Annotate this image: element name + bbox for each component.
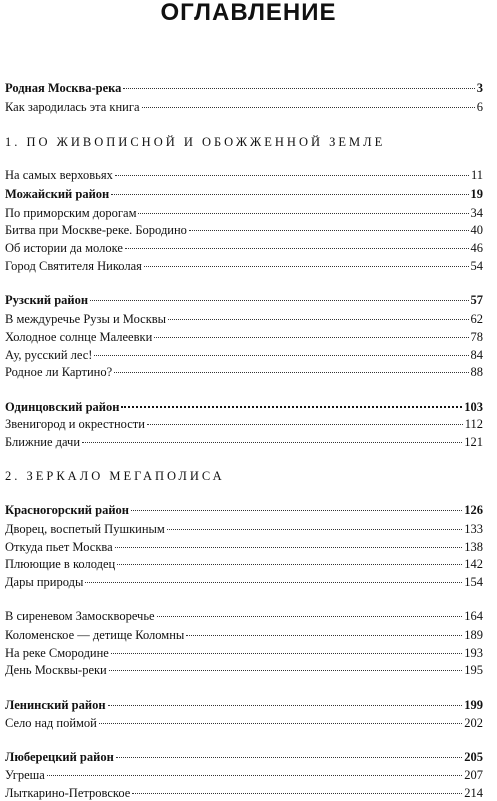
toc-entry-page-number: 154	[464, 575, 483, 589]
toc-entry	[5, 364, 483, 380]
dot-leader	[85, 582, 462, 583]
toc-entry-title: В сиреневом Замоскворечье	[5, 609, 155, 623]
toc-entry	[5, 167, 483, 183]
dot-leader	[108, 705, 463, 706]
dot-leader	[82, 442, 462, 443]
dot-leader	[132, 793, 462, 794]
dot-leader	[138, 213, 468, 214]
dot-leader	[131, 510, 462, 511]
toc-entry	[5, 292, 483, 308]
toc-entry-page-number: 202	[464, 716, 483, 730]
toc-entry-title: Родная Москва-река	[5, 81, 122, 95]
section-heading: 1. ПО ЖИВОПИСНОЙ И ОБОЖЖЕННОЙ ЗЕМЛЕ	[5, 135, 386, 149]
toc-entry	[5, 767, 483, 783]
toc-entry-page-number: 207	[464, 768, 483, 782]
toc-entry-title: Лыткарино-Петровское	[5, 786, 131, 800]
dot-leader	[115, 547, 463, 548]
toc-entry	[5, 749, 483, 765]
toc-entry	[5, 205, 483, 221]
toc-entry-title: Рузский район	[5, 293, 89, 307]
toc-entry-page-number: 133	[464, 522, 483, 536]
toc-entry-title: Ленинский район	[5, 698, 106, 712]
toc-entry	[5, 608, 483, 624]
dot-leader	[186, 635, 462, 636]
toc-entry-page-number: 164	[464, 609, 483, 623]
toc-entry-page-number: 205	[464, 750, 483, 764]
dot-leader	[111, 653, 462, 654]
toc-entry-title: Дары природы	[5, 575, 84, 589]
dot-leader	[121, 406, 462, 408]
toc-entry	[5, 556, 483, 572]
toc-entry-page-number: 103	[464, 400, 483, 414]
toc-entry	[5, 521, 483, 537]
toc-entry-page-number: 40	[470, 223, 483, 237]
toc-entry-page-number: 112	[464, 417, 483, 431]
toc-entry-title: Битва при Москве-реке. Бородино	[5, 223, 187, 237]
toc-entry-title: Село над поймой	[5, 716, 97, 730]
toc-entry	[5, 539, 483, 555]
toc-entry-title: Город Святителя Николая	[5, 259, 142, 273]
toc-entry	[5, 258, 483, 274]
toc-entry	[5, 399, 483, 415]
dot-leader	[90, 300, 468, 301]
toc-entry-page-number: 11	[470, 168, 483, 182]
toc-entry-page-number: 88	[470, 365, 483, 379]
toc-entry	[5, 662, 483, 678]
dot-leader	[47, 775, 462, 776]
toc-entry-title: День Москвы-реки	[5, 663, 107, 677]
toc-entry	[5, 502, 483, 518]
toc-entry	[5, 347, 483, 363]
toc-entry-title: На реке Смородине	[5, 646, 109, 660]
toc-entry-title: Холодное солнце Малеевки	[5, 330, 153, 344]
toc-entry-title: Люберецкий район	[5, 750, 114, 764]
toc-entry-page-number: 6	[476, 100, 483, 114]
toc-entry	[5, 697, 483, 713]
toc-entry-page-number: 46	[470, 241, 483, 255]
toc-entry-page-number: 126	[464, 503, 483, 517]
toc-entry-title: На самых верховьях	[5, 168, 113, 182]
toc-entry-title: Дворец, воспетый Пушкиным	[5, 522, 165, 536]
toc-entry-page-number: 199	[464, 698, 483, 712]
toc-entry-title: По приморским дорогам	[5, 206, 137, 220]
toc-entry	[5, 311, 483, 327]
toc-entry-page-number: 193	[464, 646, 483, 660]
toc-entry-page-number: 78	[470, 330, 483, 344]
toc-entry-title: Коломенское — детище Коломны	[5, 628, 185, 642]
toc-entry-page-number: 34	[470, 206, 483, 220]
toc-entry-page-number: 138	[464, 540, 483, 554]
dot-leader	[189, 230, 469, 231]
toc-entry	[5, 785, 483, 801]
toc-entry-title: Родное ли Картино?	[5, 365, 113, 379]
page-title: ОГЛАВЛЕНИЕ	[160, 0, 337, 26]
dot-leader	[109, 670, 462, 671]
toc-entry-title: В междуречье Рузы и Москвы	[5, 312, 167, 326]
toc-entry-page-number: 142	[464, 557, 483, 571]
section-heading: 2. ЗЕРКАЛО МЕГАПОЛИСА	[5, 469, 225, 483]
toc-entry-title: Звенигород и окрестности	[5, 417, 145, 431]
toc-entry-title: Откуда пьет Москва	[5, 540, 113, 554]
toc-entry	[5, 627, 483, 643]
dot-leader	[168, 319, 468, 320]
dot-leader	[123, 88, 474, 89]
toc-entry	[5, 645, 483, 661]
dot-leader	[125, 248, 469, 249]
toc-entry	[5, 434, 483, 450]
toc-entry-title: Красногорский район	[5, 503, 129, 517]
dot-leader	[94, 355, 468, 356]
toc-entry-title: Ау, русский лес!	[5, 348, 93, 362]
toc-entry	[5, 574, 483, 590]
toc-entry-title: Как зародилась эта книга	[5, 100, 140, 114]
toc-entry	[5, 186, 483, 202]
toc-entry-title: Ближние дачи	[5, 435, 81, 449]
dot-leader	[117, 564, 462, 565]
toc-entry-title: Одинцовский район	[5, 400, 120, 414]
dot-leader	[116, 757, 462, 758]
toc-entry-page-number: 62	[470, 312, 483, 326]
toc-entry-page-number: 195	[464, 663, 483, 677]
toc-entry	[5, 222, 483, 238]
dot-leader	[142, 107, 475, 108]
toc-entry-page-number: 189	[464, 628, 483, 642]
toc-entry-title: Плюющие в колодец	[5, 557, 116, 571]
toc-entry-page-number: 19	[470, 187, 483, 201]
toc-entry-page-number: 3	[476, 81, 483, 95]
toc-entry	[5, 329, 483, 345]
dot-leader	[154, 337, 468, 338]
toc-entry	[5, 240, 483, 256]
toc-entry-page-number: 54	[470, 259, 483, 273]
toc-entry	[5, 416, 483, 432]
toc-entry-title: Об истории да молоке	[5, 241, 123, 255]
dot-leader	[144, 266, 469, 267]
toc-entry-page-number: 84	[470, 348, 483, 362]
toc-entry	[5, 80, 483, 96]
toc-entry-page-number: 57	[470, 293, 483, 307]
dot-leader	[167, 529, 462, 530]
dot-leader	[111, 194, 468, 195]
dot-leader	[157, 616, 463, 617]
toc-entry-title: Можайский район	[5, 187, 110, 201]
dot-leader	[115, 175, 469, 176]
toc-entry	[5, 715, 483, 731]
dot-leader	[147, 424, 463, 425]
dot-leader	[114, 372, 468, 373]
toc-entry-page-number: 214	[464, 786, 483, 800]
toc-entry-title: Угреша	[5, 768, 45, 782]
toc-entry	[5, 99, 483, 115]
toc-entry-page-number: 121	[464, 435, 483, 449]
dot-leader	[99, 723, 462, 724]
